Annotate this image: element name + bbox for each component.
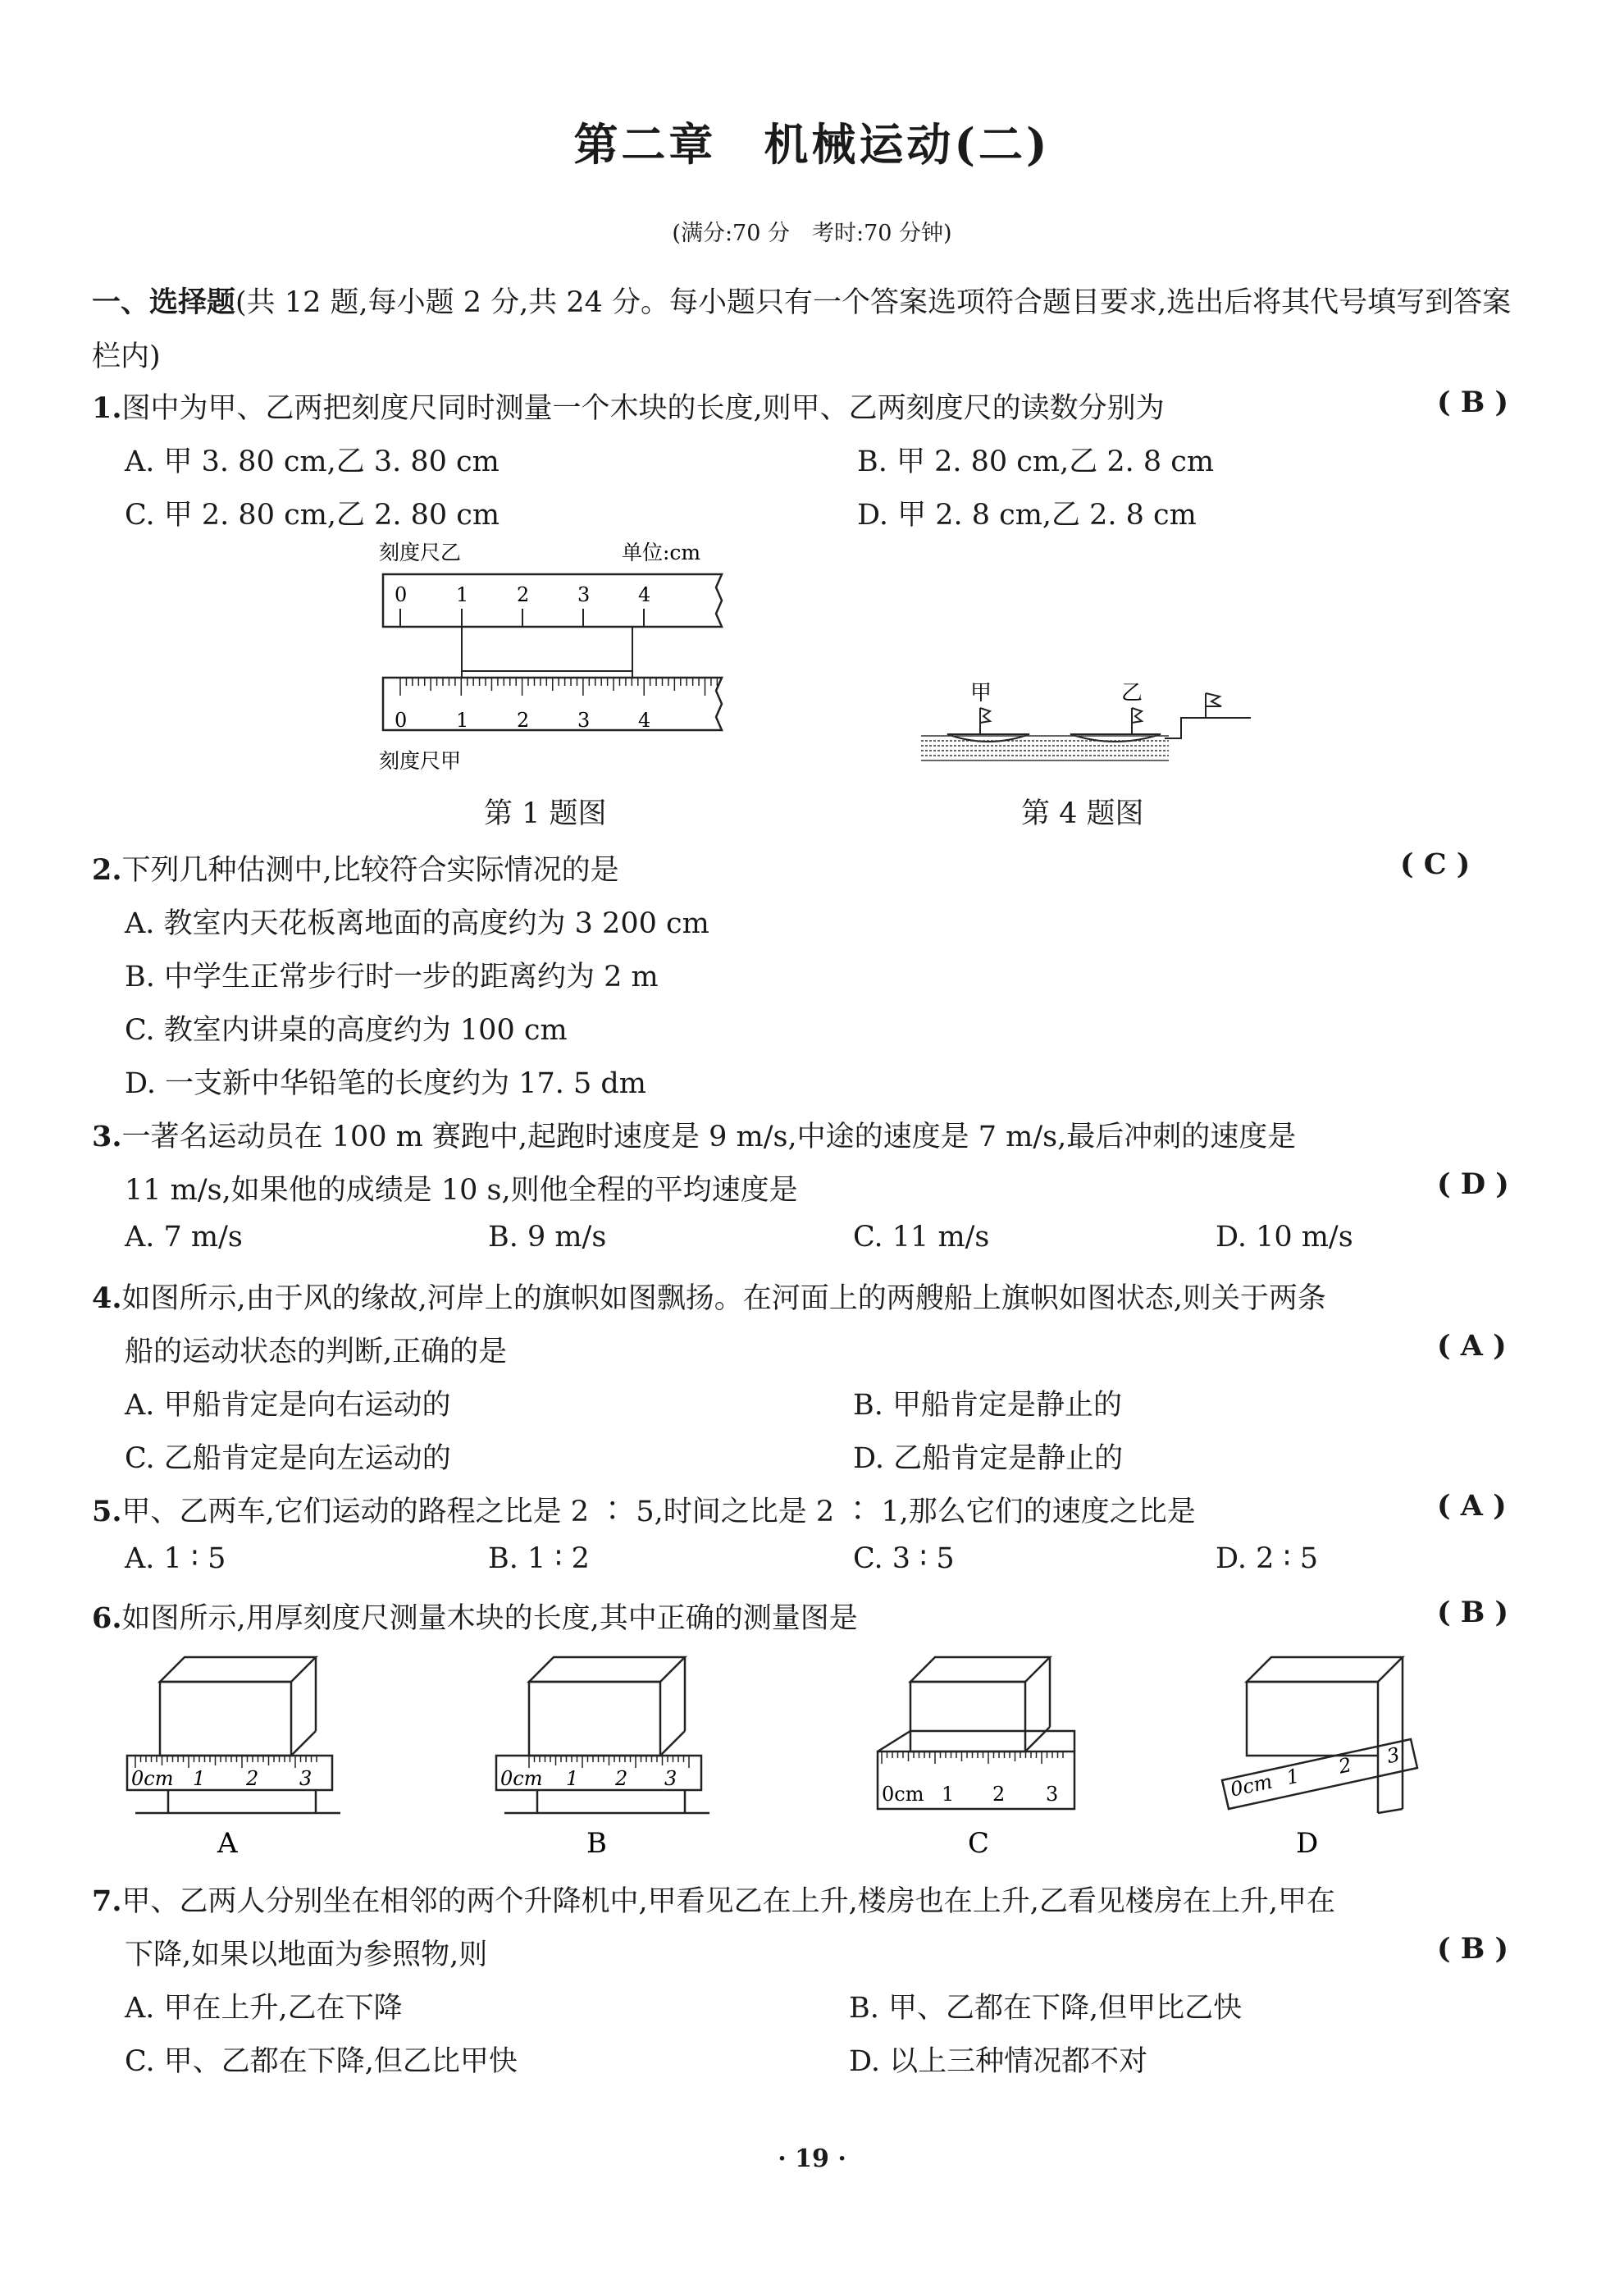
question-5-stem <box>92 1489 1196 1530</box>
answer-badge: ( A ) <box>1437 1329 1507 1363</box>
ruler-yi-label: 刻度尺乙 <box>379 541 462 564</box>
ruler-tick: 1 <box>566 1767 579 1790</box>
ruler-jia-tick: 4 <box>638 709 651 732</box>
option-d: D. 2 ∶ 5 <box>1216 1542 1318 1575</box>
option-b: B. 9 m/s <box>488 1221 607 1254</box>
unit-label: 单位:cm <box>622 541 701 564</box>
ruler-jia-tick: 2 <box>517 709 530 732</box>
flag-yi-icon <box>1132 708 1142 723</box>
option-c: C. 3 ∶ 5 <box>853 1542 955 1575</box>
option-c: C. 乙船肯定是向左运动的 <box>125 1442 451 1475</box>
ruler-jia-tick: 3 <box>577 709 591 732</box>
panel-d <box>1222 1657 1417 1860</box>
question-4-stem-cont: 船的运动状态的判断,正确的是 <box>125 1336 508 1368</box>
question-number: 6. <box>92 1601 122 1635</box>
ruler-tick: 1 <box>1284 1764 1302 1790</box>
section-desc: (共 12 题,每小题 2 分,共 24 分。每小题只有一个答案选项符合题目要求,选出后将其代号填写到答案栏内) <box>92 286 1512 373</box>
page-title: 第二章 机械运动(二) <box>573 118 1051 171</box>
option-c: C. 甲 2. 80 cm,乙 2. 80 cm <box>125 499 500 532</box>
question-number: 7. <box>92 1884 122 1918</box>
panel-a <box>127 1657 340 1860</box>
ruler-tick: 2 <box>246 1767 259 1790</box>
question-7-stem <box>92 1879 1335 1920</box>
question-3-stem-cont: 11 m/s,如果他的成绩是 10 s,则他全程的平均速度是 <box>125 1174 798 1207</box>
question-number: 5. <box>92 1495 122 1528</box>
option-a: A. 甲 3. 80 cm,乙 3. 80 cm <box>125 445 500 478</box>
ruler-yi-tick: 0 <box>395 583 408 606</box>
ruler-tick: 1 <box>942 1783 955 1806</box>
ruler-tick: 0cm <box>131 1767 174 1790</box>
section-header <box>92 276 1535 384</box>
river-bank <box>1165 718 1251 738</box>
question-text: 一著名运动员在 100 m 赛跑中,起跑时速度是 9 m/s,中途的速度是 7 m/s,最后冲刺的速度是 <box>121 1121 1297 1153</box>
ruler-tick: 0cm <box>882 1783 924 1806</box>
shore-flag-icon <box>1206 693 1221 706</box>
ruler-yi-tick: 4 <box>638 583 651 606</box>
question-number: 2. <box>92 853 122 887</box>
option-a: A. 1 ∶ 5 <box>125 1542 226 1575</box>
option-b: B. 甲、乙都在下降,但甲比乙快 <box>849 1992 1243 2025</box>
option-c: C. 甲、乙都在下降,但乙比甲快 <box>125 2045 518 2078</box>
option-b: B. 甲 2. 80 cm,乙 2. 8 cm <box>857 445 1215 478</box>
panel-b <box>496 1657 709 1860</box>
ruler-yi-tick: 1 <box>456 583 469 606</box>
ruler-yi <box>383 574 722 627</box>
panel-label: A <box>217 1827 238 1860</box>
question-4-stem <box>92 1276 1326 1317</box>
question-number: 4. <box>92 1281 122 1315</box>
option-c: C. 教室内讲桌的高度约为 100 cm <box>125 1014 568 1047</box>
question-3-stem <box>92 1114 1296 1155</box>
ruler-tick: 1 <box>193 1767 206 1790</box>
figure-4-boats <box>915 677 1259 783</box>
figure-6-panels <box>115 1649 1427 1862</box>
option-b: B. 甲船肯定是静止的 <box>853 1389 1122 1422</box>
ruler-yi-tick: 2 <box>517 583 530 606</box>
option-a: A. 甲在上升,乙在下降 <box>125 1992 403 2025</box>
exam-meta: (满分:70 分 考时:70 分钟) <box>672 221 952 246</box>
question-7-stem-cont: 下降,如果以地面为参照物,则 <box>125 1939 488 1971</box>
option-d: D. 以上三种情况都不对 <box>849 2045 1148 2078</box>
ruler-tick: 3 <box>1385 1742 1403 1769</box>
option-d: D. 一支新中华铅笔的长度约为 17. 5 dm <box>125 1067 646 1100</box>
ruler-tick: 2 <box>992 1783 1006 1806</box>
answer-badge: ( C ) <box>1400 847 1471 881</box>
ruler-tick: 3 <box>299 1767 312 1790</box>
ruler-jia-tick: 1 <box>456 709 469 732</box>
figure-1-rulers <box>361 541 755 788</box>
question-number: 1. <box>92 391 122 425</box>
option-d: D. 甲 2. 8 cm,乙 2. 8 cm <box>857 499 1197 532</box>
river-water <box>921 736 1169 760</box>
answer-badge: ( B ) <box>1437 386 1509 419</box>
ruler-tick: 3 <box>1046 1783 1059 1806</box>
ruler-tick: 2 <box>1336 1753 1354 1779</box>
option-d: D. 乙船肯定是静止的 <box>853 1442 1124 1475</box>
question-text: 甲、乙两人分别坐在相邻的两个升降机中,甲看见乙在上升,楼房也在上升,乙看见楼房在上升,甲在 <box>121 1885 1336 1918</box>
ruler-tick: 2 <box>615 1767 628 1790</box>
flag-jia-label: 甲 <box>970 681 992 706</box>
section-label: 一、选择题 <box>92 285 236 319</box>
question-6-stem <box>92 1596 858 1637</box>
ruler-yi-tick: 3 <box>577 583 591 606</box>
figure-4-caption: 第 4 题图 <box>1021 797 1144 830</box>
answer-badge: ( D ) <box>1437 1167 1509 1201</box>
question-1-stem <box>92 386 1165 427</box>
ruler-tick: 0cm <box>500 1767 543 1790</box>
answer-badge: ( A ) <box>1437 1489 1507 1523</box>
option-d: D. 10 m/s <box>1216 1221 1353 1254</box>
option-a: A. 教室内天花板离地面的高度约为 3 200 cm <box>125 907 709 940</box>
question-2-stem <box>92 847 619 888</box>
panel-label: B <box>586 1827 607 1860</box>
panel-label: C <box>968 1827 990 1860</box>
option-a: A. 7 m/s <box>125 1221 243 1254</box>
question-text: 下列几种估测中,比较符合实际情况的是 <box>121 854 619 887</box>
answer-badge: ( B ) <box>1437 1932 1509 1966</box>
ruler-tick: 3 <box>664 1767 677 1790</box>
option-b: B. 1 ∶ 2 <box>488 1542 590 1575</box>
question-text: 如图所示,用厚刻度尺测量木块的长度,其中正确的测量图是 <box>121 1602 858 1635</box>
panel-label: D <box>1296 1827 1319 1860</box>
figure-1-caption: 第 1 题图 <box>484 797 607 830</box>
ruler-tick: 0cm <box>1228 1770 1275 1802</box>
answer-badge: ( B ) <box>1437 1596 1509 1629</box>
question-number: 3. <box>92 1120 122 1153</box>
ruler-jia-tick: 0 <box>395 709 408 732</box>
question-text: 甲、乙两车,它们运动的路程之比是 2 ∶ 5,时间之比是 2 ∶ 1,那么它们的速度之比是 <box>121 1496 1196 1528</box>
option-c: C. 11 m/s <box>853 1221 990 1254</box>
option-b: B. 中学生正常步行时一步的距离约为 2 m <box>125 961 659 993</box>
page-number: · 19 · <box>778 2144 846 2173</box>
flag-yi-label: 乙 <box>1121 681 1143 706</box>
panel-c <box>878 1657 1074 1860</box>
question-text: 图中为甲、乙两把刻度尺同时测量一个木块的长度,则甲、乙两刻度尺的读数分别为 <box>121 392 1165 425</box>
flag-jia-icon <box>980 708 990 723</box>
question-text: 如图所示,由于风的缘故,河岸上的旗帜如图飘扬。在河面上的两艘船上旗帜如图状态,则关于两条 <box>121 1282 1326 1315</box>
ruler-jia-label: 刻度尺甲 <box>379 749 462 773</box>
option-a: A. 甲船肯定是向右运动的 <box>125 1389 451 1422</box>
